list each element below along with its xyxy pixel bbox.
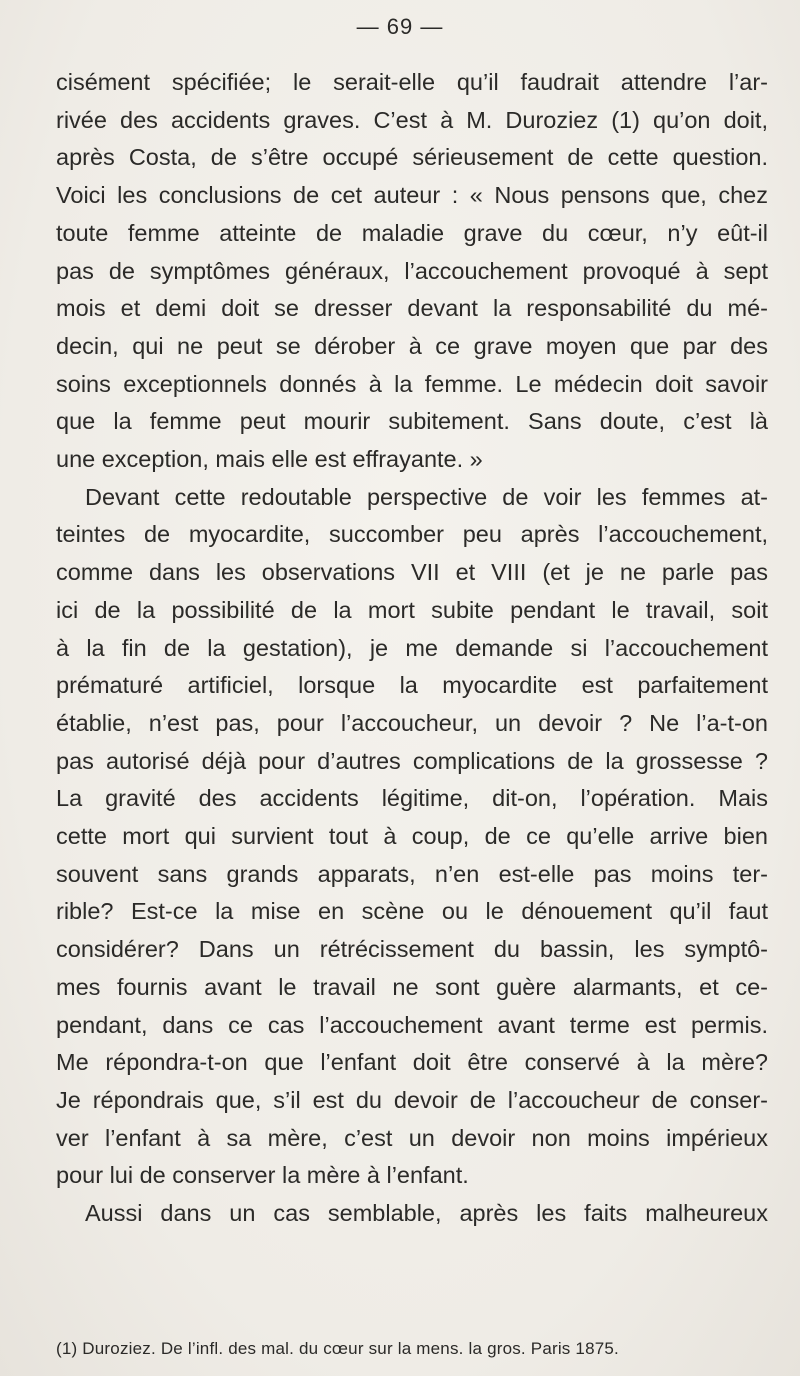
text-line: Me répondra-t-on que l’enfant doit être conservé à la mère? bbox=[56, 1049, 768, 1076]
text-line: rivée des accidents graves. C’est à M. Duroziez (1) qu’on doit, bbox=[56, 106, 768, 133]
body-text bbox=[56, 64, 768, 1233]
text-line: pendant, dans ce cas l’accouchement avant terme est permis. bbox=[56, 1011, 768, 1038]
text-line: soins exceptionnels donnés à la femme. Le médecin doit savoir bbox=[56, 370, 768, 397]
text-line: mes fournis avant le travail ne sont guère alarmants, et ce- bbox=[56, 973, 768, 1000]
text-line: établie, n’est pas, pour l’accoucheur, un devoir ? Ne l’a-t-on bbox=[56, 709, 768, 736]
text-line: pas autorisé déjà pour d’autres complications de la grossesse ? bbox=[56, 747, 768, 774]
text-line: ver l’enfant à sa mère, c’est un devoir non moins impérieux bbox=[56, 1124, 768, 1151]
text-line: après Costa, de s’être occupé sérieusement de cette question. bbox=[56, 144, 768, 171]
text-line: considérer? Dans un rétrécissement du bassin, les symptô- bbox=[56, 936, 768, 963]
text-line: une exception, mais elle est effrayante. » bbox=[56, 446, 483, 473]
footnote: (1) Duroziez. De l’infl. des mal. du cœur sur la mens. la gros. Paris 1875. bbox=[56, 1339, 619, 1358]
text-line: souvent sans grands apparats, n’en est-elle pas moins ter- bbox=[56, 860, 768, 887]
text-line: Devant cette redoutable perspective de voir les femmes at- bbox=[85, 483, 768, 510]
text-line: que la femme peut mourir subitement. Sans doute, c’est là bbox=[56, 408, 768, 435]
paragraph bbox=[56, 479, 768, 1195]
text-line: cisément spécifiée; le serait-elle qu’il faudrait attendre l’ar- bbox=[56, 69, 768, 95]
text-line: ici de la possibilité de la mort subite pendant le travail, soit bbox=[56, 596, 768, 623]
text-line: decin, qui ne peut se dérober à ce grave moyen que par des bbox=[56, 332, 768, 359]
text-line: rible? Est-ce la mise en scène ou le dénouement qu’il faut bbox=[56, 898, 768, 925]
paragraph bbox=[56, 64, 768, 479]
text-line: toute femme atteinte de maladie grave du cœur, n’y eût-il bbox=[56, 219, 768, 246]
text-line: teintes de myocardite, succomber peu après l’accouchement, bbox=[56, 521, 768, 548]
text-line: Aussi dans un cas semblable, après les faits malheureux bbox=[85, 1200, 768, 1227]
text-line: cette mort qui survient tout à coup, de ce qu’elle arrive bien bbox=[56, 823, 768, 850]
text-line: La gravité des accidents légitime, dit-on, l’opération. Mais bbox=[56, 785, 768, 812]
text-line: Voici les conclusions de cet auteur : « Nous pensons que, chez bbox=[56, 182, 768, 209]
text-line: Je répondrais que, s’il est du devoir de l’accoucheur de conser- bbox=[56, 1086, 768, 1113]
text-line: à la fin de la gestation), je me demande si l’accouchement bbox=[56, 634, 768, 661]
text-line: prématuré artificiel, lorsque la myocardite est parfaitement bbox=[56, 672, 768, 699]
text-line: pour lui de conserver la mère à l’enfant. bbox=[56, 1162, 469, 1189]
paragraph bbox=[56, 1195, 768, 1233]
text-line: comme dans les observations VII et VIII (et je ne parle pas bbox=[56, 559, 768, 586]
page-number: — 69 — bbox=[356, 14, 444, 39]
text-line: pas de symptômes généraux, l’accouchement provoqué à sept bbox=[56, 257, 768, 284]
text-line: mois et demi doit se dresser devant la responsabilité du mé- bbox=[56, 295, 768, 322]
